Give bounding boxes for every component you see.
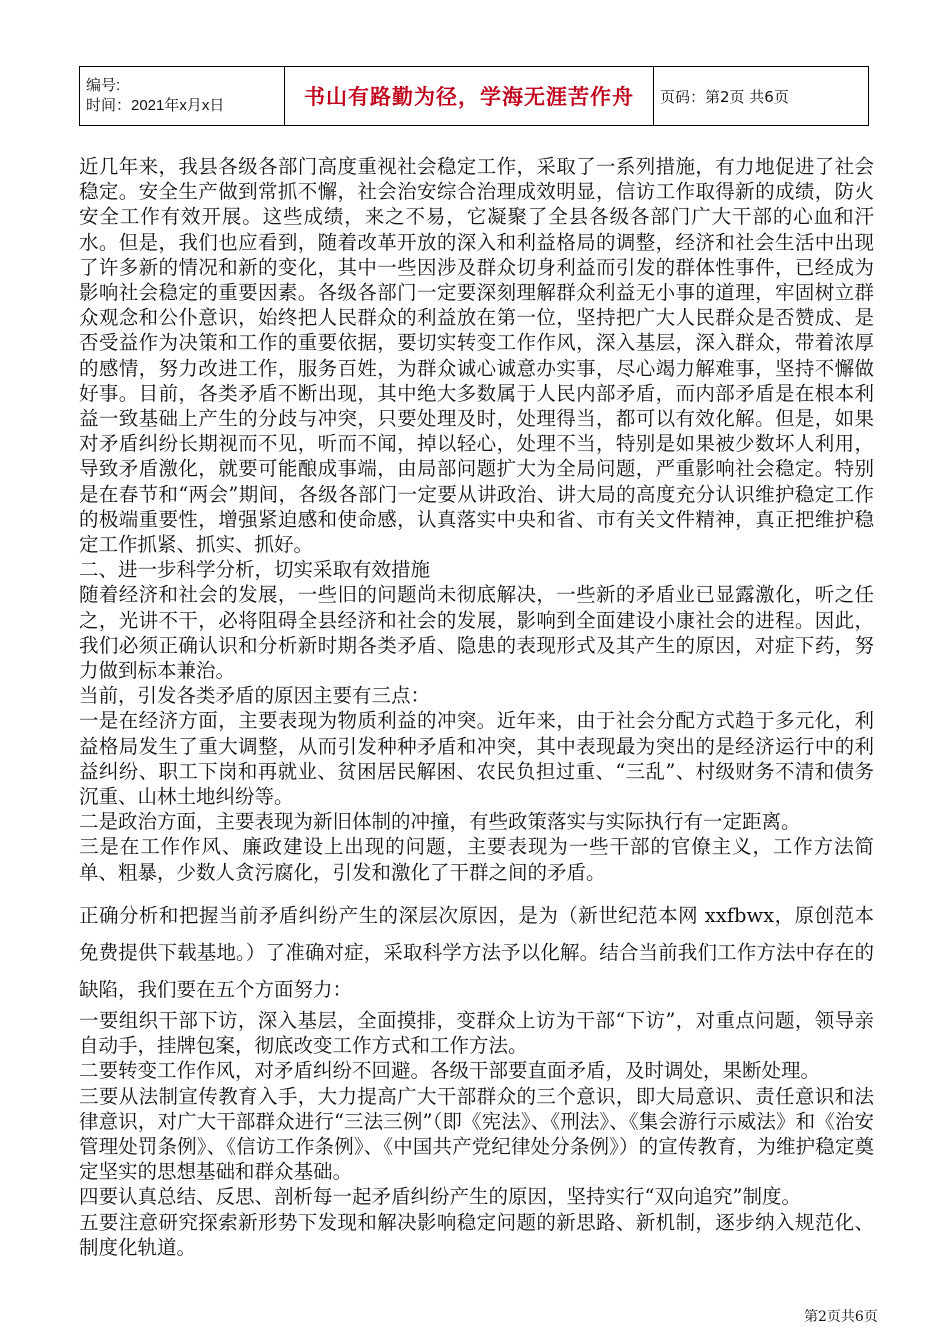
paragraph-intro: 近几年来，我县各级各部门高度重视社会稳定工作，采取了一系列措施，有力地促进了社会稳定。安全生产做到常抓不懈，社会治安综合治理成效明显，信访工作取得新的成绩，防火安全工作有效开展。这些成绩，来之不易，它凝聚了全县各级各部门广大干部的心血和汗水。但是，我们也应看到，随着改革开放的深入和利益格局的调整，经济和社会生活中出现了许多新的情况和新的变化，其中一些因涉及群众切身利益而引发的群体性事件，已经成为影响社会稳定的重要因素。各级各部门一定要深刻理解群众利益无小事的道理，牢固树立群众观念和公仆意识，始终把人民群众的利益放在第一位，坚持把广大人民群众是否赞成、是否受益作为决策和工作的重要依据，要切实转变工作作风，深入基层，深入群众，带着浓厚的感情，努力改进工作，服务百姓，为群众诚心诚意办实事，尽心竭力解难事，坚持不懈做好事。目前，各类矛盾不断出现，其中绝大多数属于人民内部矛盾，而内部矛盾是在根本利益一致基础上产生的分歧与冲突，只要处理及时，处理得当，都可以有效化解。但是，如果对矛盾纠纷长期视而不见，听而不闻，掉以轻心，处理不当，特别是如果被少数坏人利用，导致矛盾激化，就要可能酿成事端，由局部问题扩大为全局问题，严重影响社会稳定。特别是在春节和“两会”期间，各级各部门一定要从讲政治、讲大局的高度充分认识维护稳定工作的极端重要性，增强紧迫感和使命感，认真落实中央和省、市有关文件精神，真正把维护稳定工作抓紧、抓实、抓好。 bbox=[79, 155, 874, 557]
header-meta bbox=[80, 67, 285, 126]
paragraph: 一是在经济方面，主要表现为物质利益的冲突。近年来，由于社会分配方式趋于多元化，利益格局发生了重大调整，从而引发种种矛盾和冲突，其中表现最为突出的是经济运行中的利益纠纷、职工下岗和再就业、贫困居民解困、农民负担过重、“三乱”、村级财务不清和债务沉重、山林土地纠纷等。 bbox=[79, 709, 874, 809]
paragraph: 三要从法制宣传教育入手，大力提高广大干部群众的三个意识，即大局意识、责任意识和法律意识，对广大干部群众进行“三法三例”（即《宪法》、《刑法》、《集会游行示威法》和《治安管理处罚条例》、《信访工作条例》、《中国共产党纪律处分条例》）的宣传教育，为维护稳定奠定坚实的思想基础和群众基础。 bbox=[79, 1084, 874, 1184]
document-number-label: 编号: bbox=[86, 77, 121, 94]
document-body bbox=[79, 154, 874, 1260]
page-header bbox=[79, 66, 869, 126]
paragraph: 五要注意研究探索新形势下发现和解决影响稳定问题的新思路、新机制，逐步纳入规范化、制度化轨道。 bbox=[79, 1210, 874, 1259]
page-footer: 第2页共6页 bbox=[804, 1309, 878, 1325]
section-heading-2: 二、进一步科学分析，切实采取有效措施 bbox=[79, 558, 431, 582]
paragraph: 正确分析和把握当前矛盾纠纷产生的深层次原因，是为（新世纪范本网 xxfbwx，原创范本免费提供下载基地。）了准确对症，采取科学方法予以化解。结合当前我们工作方法中存在的缺陷，我们要在五个方面努力： bbox=[79, 903, 874, 1001]
header-page-code: 页码：第2页 共6页 bbox=[654, 67, 869, 126]
document-time-label: 时间：2021年x月x日 bbox=[86, 97, 225, 114]
paragraph: 二是政治方面，主要表现为新旧体制的冲撞，有些政策落实与实际执行有一定距离。 bbox=[79, 810, 801, 834]
paragraph: 四要认真总结、反思、剖析每一起矛盾纠纷产生的原因，坚持实行“双向追究”制度。 bbox=[79, 1185, 801, 1209]
paragraph: 当前，引发各类矛盾的原因主要有三点： bbox=[79, 684, 431, 708]
header-motto: 书山有路勤为径，学海无涯苦作舟 bbox=[285, 67, 654, 126]
paragraph: 三是在工作作风、廉政建设上出现的问题，主要表现为一些干部的官僚主义，工作方法简单、粗暴，少数人贪污腐化，引发和激化了干群之间的矛盾。 bbox=[79, 835, 874, 884]
paragraph: 二要转变工作作风，对矛盾纠纷不回避。各级干部要直面矛盾，及时调处，果断处理。 bbox=[79, 1059, 821, 1083]
paragraph: 一要组织干部下访，深入基层，全面摸排，变群众上访为干部“下访”，对重点问题，领导亲自动手，挂牌包案，彻底改变工作方式和工作方法。 bbox=[79, 1008, 874, 1058]
paragraph: 随着经济和社会的发展，一些旧的问题尚未彻底解决，一些新的矛盾业已显露激化，听之任之，光讲不干，必将阻碍全县经济和社会的发展，影响到全面建设小康社会的进程。因此，我们必须正确认识和分析新时期各类矛盾、隐患的表现形式及其产生的原因，对症下药，努力做到标本兼治。 bbox=[79, 583, 874, 683]
